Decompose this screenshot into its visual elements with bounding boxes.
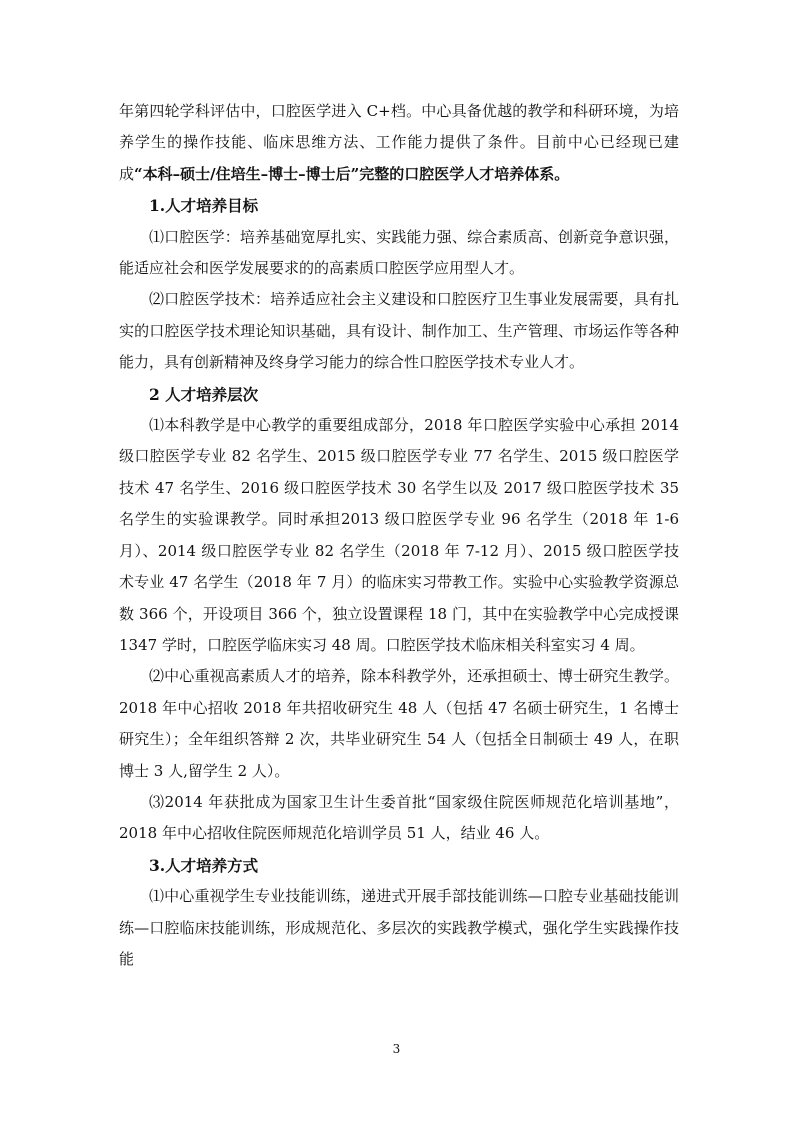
intro-bold-text: “本科–硕士/住培生–博士–博士后”完整的口腔医学人才培养体系。: [134, 164, 570, 183]
level-paragraph-residency: ⑶2014 年获批成为国家卫生计生委首批“国家级住院医师规范化培训基地”，2018 年中心招收住院医师规范化培训学员 51 人，结业 46 人。: [119, 792, 679, 843]
intro-paragraph: [119, 96, 679, 190]
section-heading-methods: 3.人才培养方式: [149, 855, 259, 875]
section-heading-levels: 2 人才培养层次: [149, 384, 259, 404]
page-number: 3: [392, 1042, 401, 1056]
level-paragraph-undergraduate: ⑴本科教学是中心教学的重要组成部分，2018 年口腔医学实验中心承担 2014 级口腔医学专业 82 名学生、2015 级口腔医学专业 77 名学生、2015 级口腔医学技术 47 名学生、2016 级口腔医学技术 30 名学生以及 2017 级口腔医学技术 35 名学生的实验课教学。同时承担2013 级口腔医学专业 96 名学生（2018 年 1-6 月）、2014 级口腔医学专业 82 名学生（2018 年 7-12 月）、2015 级口腔医学技术专业 47 名学生（2018 年 7 月）的临床实习带教工作。实验中心实验教学资源总数 366 个，开设项目 366 个，独立设置课程 18 门，其中在实验教学中心完成授课 1347 学时，口腔医学临床实习 48 周。口腔医学技术临床相关科室实习 4 周。: [119, 416, 679, 654]
intro-text: 年第四轮学科评估中，口腔医学进入 C+档。中心具备优越的教学和科研环境，为培养学生的操作技能、临床思维方法、工作能力提供了条件。目前中心已经现已建成: [119, 102, 679, 183]
goal-paragraph-stomatology: ⑴口腔医学：培养基础宽厚扎实、实践能力强、综合素质高、创新竞争意识强，能适应社会和医学发展要求的的高素质口腔医学应用型人才。: [119, 227, 679, 278]
section-heading-goals: 1.人才培养目标: [149, 196, 259, 216]
method-paragraph-skills: ⑴中心重视学生专业技能训练，递进式开展手部技能训练—口腔专业基础技能训练—口腔临床技能训练，形成规范化、多层次的实践教学模式，强化学生实践操作技能: [119, 887, 679, 968]
level-paragraph-graduate: ⑵中心重视高素质人才的培养，除本科教学外，还承担硕士、博士研究生教学。2018 年中心招收 2018 年共招收研究生 48 人（包括 47 名硕士研究生，1 名博士研究生）；全年组织答辩 2 次，共毕业研究生 54 人（包括全日制硕士 49 人，在职博士 3 人,留学生 2 人）。: [119, 667, 679, 780]
page-body: [119, 96, 679, 975]
goal-paragraph-technology: ⑵口腔医学技术：培养适应社会主义建设和口腔医疗卫生事业发展需要，具有扎实的口腔医学技术理论知识基础，具有设计、制作加工、生产管理、市场运作等各种能力，具有创新精神及终身学习能力的综合性口腔医学技术专业人才。: [119, 290, 679, 372]
